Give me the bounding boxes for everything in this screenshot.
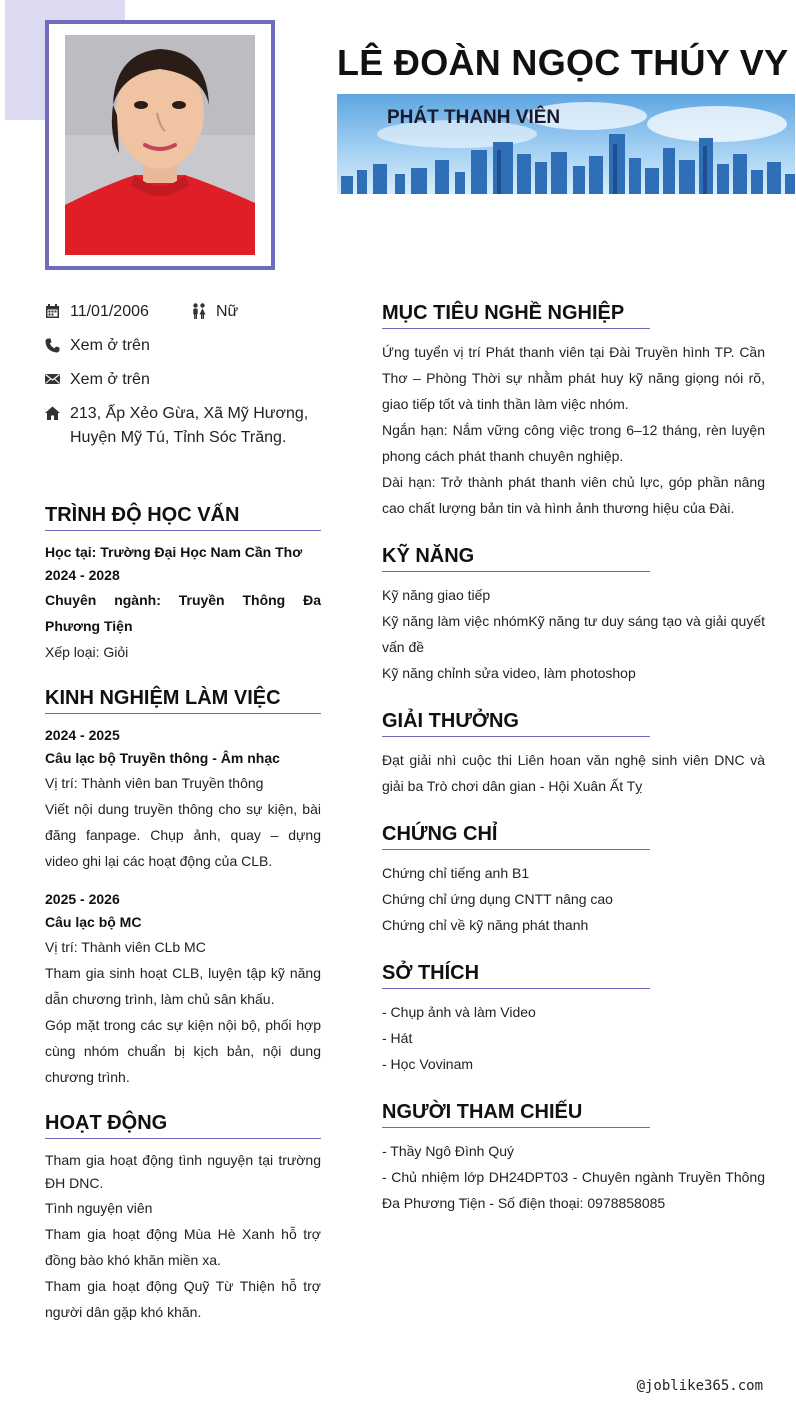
phone-value: Xem ở trên: [70, 337, 150, 354]
left-column: [45, 504, 321, 1347]
objective-item: Ứng tuyển vị trí Phát thanh viên tại Đài Truyền hình TP. Cần Thơ – Phòng Thời sự nhằm phát huy kỹ năng giọng nói rõ, giao tiếp tốt và tinh thần làm việc nhóm.: [382, 344, 765, 412]
experience-position: Vị trí: Thành viên ban Truyền thông: [45, 775, 264, 791]
experience-org: Câu lạc bộ Truyền thông - Âm nhạc: [45, 750, 280, 766]
activity-item: Tham gia hoạt động tình nguyện tại trường ĐH DNC.: [45, 1152, 321, 1191]
birthday-row: [45, 300, 149, 324]
email-icon: [45, 368, 70, 390]
skill-item: Kỹ năng làm việc nhómKỹ năng tư duy sáng tạo và giải quyết vấn đề: [382, 613, 765, 655]
phone-row: [45, 334, 150, 358]
gender-value: Nữ: [216, 303, 239, 320]
experience-period: 2024 - 2025: [45, 727, 120, 743]
hobby-item: - Học Vovinam: [382, 1056, 474, 1072]
certificate-item: Chứng chỉ về kỹ năng phát thanh: [382, 917, 589, 933]
experience-position: Vị trí: Thành viên CLb MC: [45, 939, 206, 955]
job-title: PHÁT THANH VIÊN: [387, 107, 561, 128]
gender-icon: [191, 300, 216, 322]
watermark: @joblike365.com: [636, 1378, 763, 1394]
email-row: [45, 368, 150, 392]
birthday-value: 11/01/2006: [70, 303, 149, 320]
references-section: [382, 1101, 765, 1216]
awards-heading: GIẢI THƯỞNG: [382, 710, 650, 737]
objective-section: [382, 302, 765, 521]
education-years: 2024 - 2028: [45, 567, 120, 583]
certificates-section: [382, 823, 765, 938]
phone-icon: [45, 334, 70, 356]
education-section: [45, 504, 321, 665]
experience-desc: Viết nội dung truyền thông cho sự kiện, bài đăng fanpage. Chụp ảnh, quay – dựng video ghi lại các hoạt động của CLB.: [45, 801, 321, 869]
profile-photo: [65, 35, 255, 255]
award-item: Đạt giải nhì cuộc thi Liên hoan văn nghệ sinh viên DNC và giải ba Trò chơi dân gian - Hội Xuân Ất Tỵ: [382, 752, 765, 794]
activity-item: Tham gia hoạt động Quỹ Từ Thiện hỗ trợ người dân gặp khó khăn.: [45, 1278, 321, 1320]
skills-section: [382, 545, 765, 686]
experience-desc: Góp mặt trong các sự kiện nội bộ, phối hợp cùng nhóm chuẩn bị kịch bản, nội dung chương trình.: [45, 1017, 321, 1085]
skill-item: Kỹ năng chỉnh sửa video, làm photoshop: [382, 665, 636, 681]
activity-item: Tình nguyện viên: [45, 1200, 153, 1216]
education-heading: TRÌNH ĐỘ HỌC VẤN: [45, 504, 321, 531]
right-column: [382, 302, 765, 1240]
title-banner: [337, 94, 795, 194]
reference-item: - Chủ nhiệm lớp DH24DPT03 - Chuyên ngành Truyền Thông Đa Phương Tiện - Số điện thoại: 0978858085: [382, 1169, 765, 1211]
activities-section: [45, 1112, 321, 1325]
objective-heading: MỤC TIÊU NGHỀ NGHIỆP: [382, 302, 650, 329]
home-icon: [45, 402, 70, 424]
address-row: [45, 402, 320, 450]
profile-photo-frame: [45, 20, 275, 270]
hobbies-heading: SỞ THÍCH: [382, 962, 650, 989]
awards-section: [382, 710, 765, 799]
calendar-icon: [45, 300, 70, 322]
experience-period: 2025 - 2026: [45, 891, 120, 907]
education-rank: Xếp loại: Giỏi: [45, 644, 129, 660]
references-heading: NGƯỜI THAM CHIẾU: [382, 1101, 650, 1128]
activities-heading: HOẠT ĐỘNG: [45, 1112, 321, 1139]
reference-item: - Thầy Ngô Đình Quý: [382, 1143, 515, 1159]
certificate-item: Chứng chỉ ứng dụng CNTT nâng cao: [382, 891, 613, 907]
email-value: Xem ở trên: [70, 371, 150, 388]
gender-row: [191, 300, 238, 324]
skill-item: Kỹ năng giao tiếp: [382, 587, 491, 603]
candidate-name: LÊ ĐOÀN NGỌC THÚY VY: [337, 42, 789, 83]
experience-item: [45, 724, 321, 874]
experience-heading: KINH NGHIỆM LÀM VIỆC: [45, 687, 321, 714]
hobby-item: - Hát: [382, 1030, 413, 1046]
objective-item: Dài hạn: Trở thành phát thanh viên chủ lực, góp phần nâng cao chất lượng bản tin và hình ảnh thương hiệu của Đài.: [382, 474, 765, 516]
certificate-item: Chứng chỉ tiếng anh B1: [382, 865, 530, 881]
objective-item: Ngắn hạn: Nắm vững công việc trong 6–12 tháng, rèn luyện phong cách phát thanh chuyên nghiệp.: [382, 422, 765, 464]
experience-section: [45, 687, 321, 1090]
activity-item: Tham gia hoạt động Mùa Hè Xanh hỗ trợ đồng bào khó khăn miền xa.: [45, 1226, 321, 1268]
hobbies-section: [382, 962, 765, 1077]
education-school: Học tại: Trường Đại Học Nam Cần Thơ: [45, 544, 303, 560]
education-major: Chuyên ngành: Truyền Thông Đa Phương Tiện: [45, 592, 321, 634]
address-value: 213, Ấp Xẻo Gừa, Xã Mỹ Hương, Huyện Mỹ Tú, Tỉnh Sóc Trăng.: [70, 405, 309, 446]
certificates-heading: CHỨNG CHỈ: [382, 823, 650, 850]
skills-heading: KỸ NĂNG: [382, 545, 650, 572]
experience-desc: Tham gia sinh hoạt CLB, luyện tập kỹ năng dẫn chương trình, làm chủ sân khấu.: [45, 965, 321, 1007]
experience-org: Câu lạc bộ MC: [45, 914, 142, 930]
hobby-item: - Chụp ảnh và làm Video: [382, 1004, 536, 1020]
experience-item: [45, 888, 321, 1090]
